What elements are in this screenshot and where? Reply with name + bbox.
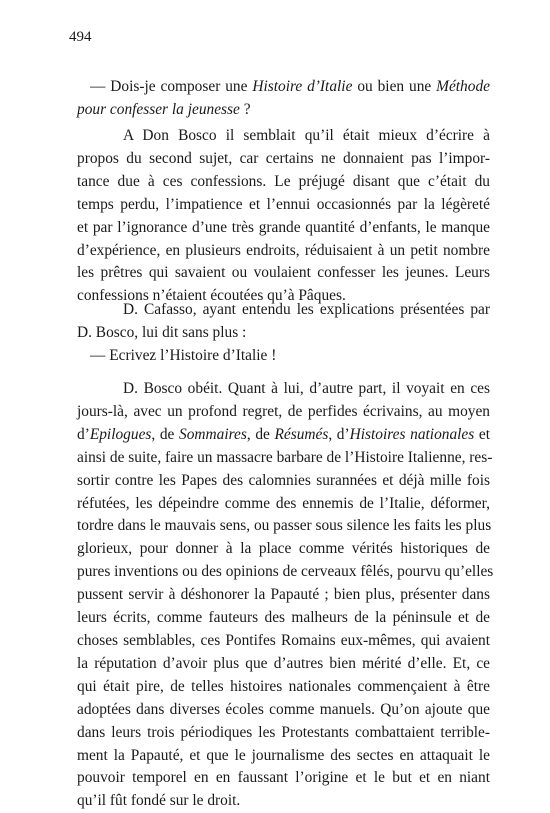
text-line: d’expérience, en plusieurs endroits, réduisaient à un petit nombre bbox=[77, 241, 490, 259]
paragraph-1 bbox=[77, 76, 490, 122]
text-line: qui était pire, de telles histoires nationales commençaient à être bbox=[77, 677, 490, 695]
text-line: D. Cafasso, ayant entendu les explications présentées par bbox=[123, 301, 490, 318]
text-run: d’ bbox=[77, 425, 90, 443]
text-line: pouvoir temporel en en faussant l’origine et le but et en niant bbox=[77, 769, 490, 787]
text-line: sortir contre les Papes des calomnies surannées et déjà mille fois bbox=[77, 471, 490, 489]
paragraph-2 bbox=[77, 125, 490, 308]
text-line: jours-là, avec un profond regret, de perfides écrivains, au moyen bbox=[77, 402, 490, 420]
text-line: D. Bosco, lui dit sans plus : bbox=[77, 323, 247, 341]
text-line: D. Bosco obéit. Quant à lui, d’autre part, il voyait en ces bbox=[123, 380, 490, 397]
text-line: tance due à ces confessions. Le préjugé disant que c’était du bbox=[77, 172, 490, 190]
text-line: et par l’ignorance d’une très grande quantité d’enfants, le manque bbox=[77, 218, 490, 236]
text-line: propos du second sujet, car certains ne donnaient pas l’impor- bbox=[77, 149, 490, 167]
text-line: temps perdu, l’impatience et l’ennui occasionnés par la légèreté bbox=[77, 195, 490, 213]
text-line: tordre dans le mauvais sens, ou passer sous silence les faits les plus bbox=[77, 517, 492, 535]
text-run: et bbox=[474, 425, 490, 443]
italic-title: Résumés bbox=[274, 425, 329, 443]
text-line: pures inventions ou des opinions de cerveaux fêlés, pourvu qu’elles bbox=[77, 563, 494, 581]
text-line: ment la Papauté, et que le journalisme des sectes en attaquait le bbox=[77, 746, 490, 764]
text-line: réfutées, les dépeindre comme des ennemis de l’Italie, déformer, bbox=[77, 494, 490, 512]
page-number: 494 bbox=[69, 29, 92, 45]
text-run: — Dois-je composer une bbox=[90, 78, 253, 95]
text-line: — Ecrivez l’Histoire d’Italie ! bbox=[90, 346, 277, 364]
paragraph-3 bbox=[77, 299, 490, 368]
text-line: qu’il fût fondé sur le droit. bbox=[77, 792, 241, 810]
text-line: pussent servir à déshonorer la Papauté ; bien plus, présenter dans bbox=[77, 586, 490, 604]
italic-title: Méthode bbox=[436, 78, 490, 95]
text-line bbox=[77, 424, 490, 447]
text-line: la réputation d’avoir plus que d’autres bien mérité d’elle. Et, ce bbox=[77, 654, 490, 672]
text-line bbox=[77, 76, 490, 99]
text-line: glorieux, pour donner à la place comme vérités historiques de bbox=[77, 540, 490, 558]
text-line: choses semblables, ces Pontifes Romains eux-mêmes, qui avaient bbox=[77, 631, 490, 649]
text-line: ainsi de suite, faire un massacre barbare de l’Histoire Italienne, res- bbox=[77, 448, 493, 466]
italic-title: Histoires nationales bbox=[349, 425, 475, 443]
text-line: dans leurs trois périodiques les Protestants combattaient terrible- bbox=[77, 723, 490, 741]
text-line: leurs écrits, comme fauteurs des malheurs de la péninsule et de bbox=[77, 609, 490, 627]
italic-title: Epilogues bbox=[89, 425, 152, 443]
text-run: , de bbox=[246, 425, 275, 443]
italic-title: Histoire d’Italie bbox=[252, 78, 353, 95]
text-line: adoptées dans diverses écoles comme manuels. Qu’on ajoute que bbox=[77, 700, 490, 718]
text-run: , de bbox=[151, 425, 180, 443]
paragraph-4 bbox=[77, 378, 494, 813]
text-run: ou bien une bbox=[352, 78, 437, 95]
italic-title: Sommaires bbox=[179, 425, 247, 443]
text-line: A Don Bosco il semblait qu’il était mieux d’écrire à bbox=[123, 127, 490, 144]
italic-title: pour confesser la jeunesse bbox=[77, 100, 240, 118]
text-run: ? bbox=[239, 100, 251, 118]
text-line bbox=[77, 99, 490, 122]
text-run: , d’ bbox=[328, 425, 350, 443]
text-line: confessions n’étaient écoutées qu’à Pâques. bbox=[77, 287, 346, 305]
text-line: les prêtres qui savaient ou voulaient confesser les jeunes. Leurs bbox=[77, 264, 490, 282]
